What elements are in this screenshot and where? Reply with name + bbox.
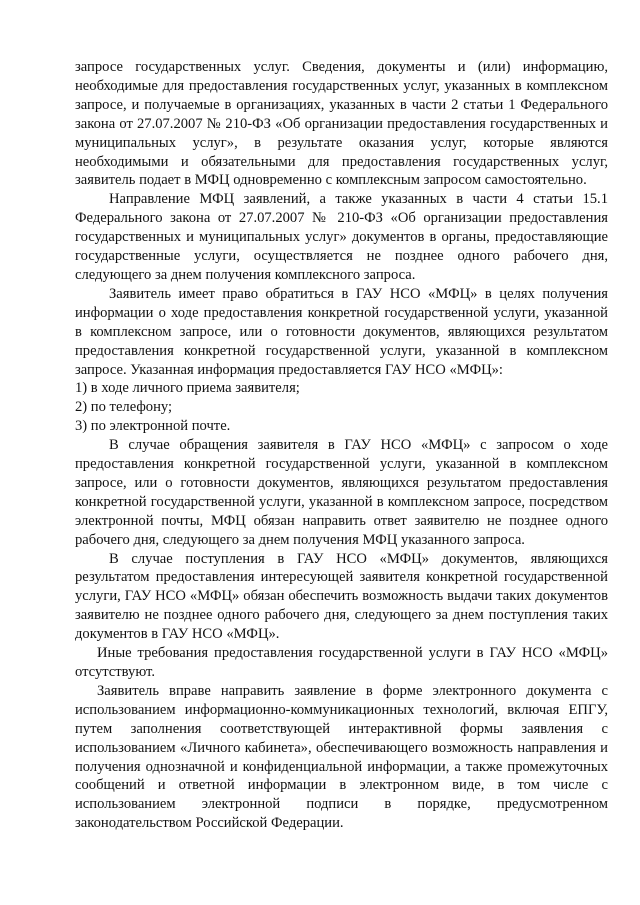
paragraph-other-requirements: Иные требования предоставления государственной услуги в ГАУ НСО «МФЦ» отсутствуют. — [75, 645, 608, 680]
paragraph-complex-request-documents: запросе государственных услуг. Сведения, документы и (или) информацию, необходимые для предоставления государственных услуг, указанных в комплексном запросе, и получаемые в организациях, указанных в части 2 статьи 1 Федерального закона от 27.07.2007 № 210-ФЗ «Об организации предоставления государственных и муниципальных услуг», в результате оказания услуг, которые являются необходимыми и обязательными для предоставления государственных услуг, заявитель подает в МФЦ одновременно с комплексным запросом самостоятельно. — [75, 59, 608, 189]
document-page — [75, 58, 608, 833]
list-item-phone: 2) по телефону; — [75, 399, 173, 416]
paragraph-mfc-forwarding: Направление МФЦ заявлений, а также указанных в части 4 статьи 15.1 Федерального закона от 27.07.2007 № 210-ФЗ «Об организации предоставления государственных и муниципальных услуг» документов в органы, предоставляющие государственные услуги, осуществляется не позднее одного рабочего дня, следующего за днем получения комплексного запроса. — [75, 191, 608, 283]
list-item-email: 3) по электронной почте. — [75, 418, 231, 435]
paragraph-email-inquiry: В случае обращения заявителя в ГАУ НСО «МФЦ» с запросом о ходе предоставления конкретной государственной услуги, указанной в комплексном запросе, или о готовности документов, являющихся результатом предоставления конкретной государственной услуги, указанной в комплексном запросе, посредством электронной почты, МФЦ обязан направить ответ заявителю не позднее одного рабочего дня, следующего за днем получения МФЦ указанного запроса. — [75, 437, 608, 548]
paragraph-document-delivery: В случае поступления в ГАУ НСО «МФЦ» документов, являющихся результатом предоставления интересующей заявителя конкретной государственной услуги, ГАУ НСО «МФЦ» обязан обеспечить возможность выдачи таких документов заявителю не позднее одного рабочего дня, следующего за днем поступления таких документов в ГАУ НСО «МФЦ». — [75, 550, 608, 643]
list-item-personal-visit: 1) в ходе личного приема заявителя; — [75, 380, 300, 397]
paragraph-right-to-information: Заявитель имеет право обратиться в ГАУ НСО «МФЦ» в целях получения информации о ходе предоставления конкретной государственной услуги, указанной в комплексном запросе, или о готовности документов, являющихся результатом предоставления конкретной государственной услуги, указанной в комплексном запросе. Указанная информация предоставляется ГАУ НСО «МФЦ»: — [75, 285, 608, 378]
paragraph-electronic-application: Заявитель вправе направить заявление в форме электронного документа с использованием информационно-коммуникационных технологий, включая ЕПГУ, путем заполнения соответствующей интерактивной формы заявления с использованием «Личного кабинета», обеспечивающего возможность направления и получения однозначной и конфиденциальной информации, а также промежуточных сообщений и ответной информации в электронном виде, в том числе с использованием электронной подписи в порядке, предусмотренном законодательством Российской Федерации. — [75, 682, 608, 832]
